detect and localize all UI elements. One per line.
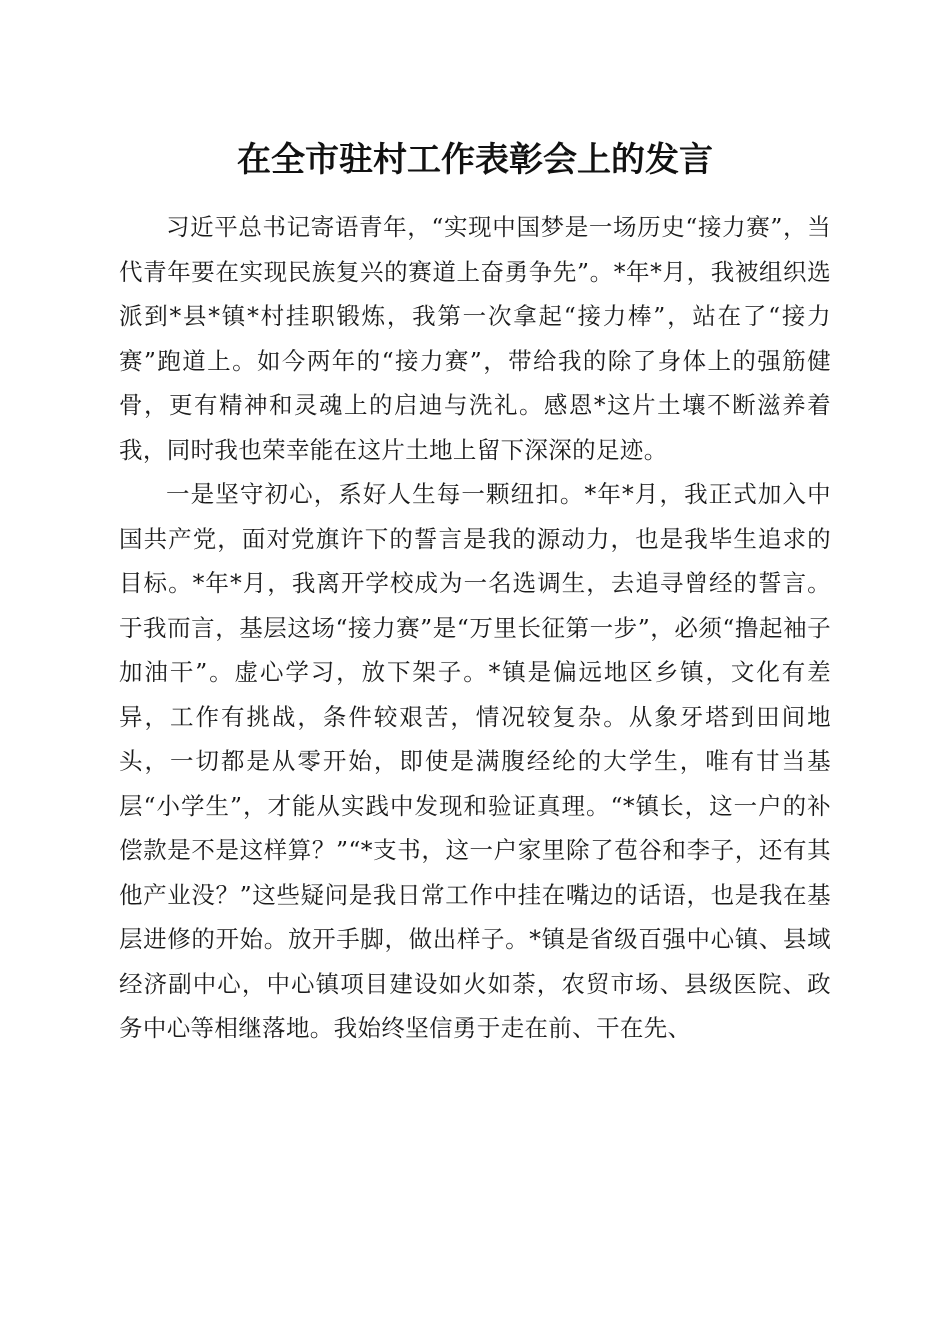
document-title: 在全市驻村工作表彰会上的发言 (237, 140, 713, 180)
paragraph-section-one (119, 472, 831, 1051)
document-body (119, 205, 831, 1051)
paragraph-intro (119, 205, 831, 472)
section-one-text: *年*月，我正式加入中国共产党，面对党旗许下的誓言是我的源动力，也是我毕生追求的目标。*年*月，我离开学校成为一名选调生，去追寻曾经的誓言。于我而言，基层这场“接力赛”是“万里长征第一步”，必须“撸起袖子加油干”。虚心学习，放下架子。*镇是偏远地区乡镇，文化有差异，工作有挑战，条件较艰苦，情况较复杂。从象牙塔到田间地头，一切都是从零开始，即使是满腹经纶的大学生，唯有甘当基层“小学生”，才能从实践中发现和验证真理。“*镇长，这一户的补偿款是不是这样算？”“*支书，这一户家里除了苞谷和李子，还有其他产业没？”这些疑问是我日常工作中挂在嘴边的话语，也是我在基层进修的开始。放开手脚，做出样子。*镇是省级百强中心镇、县域经济副中心，中心镇项目建设如火如荼，农贸市场、县级医院、政务中心等相继落地。我始终坚信勇于走在前、干在先、 (119, 480, 831, 1042)
section-one-lead: 一是坚守初心，系好人生每一颗纽扣。 (166, 480, 585, 508)
paragraph-intro-text: 习近平总书记寄语青年，“实现中国梦是一场历史“接力赛”，当代青年要在实现民族复兴的赛道上奋勇争先”。*年*月，我被组织选派到*县*镇*村挂职锻炼，我第一次拿起“接力棒”，站在了“接力赛”跑道上。如今两年的“接力赛”，带给我的除了身体上的强筋健骨，更有精神和灵魂上的启迪与洗礼。感恩*这片土壤不断滋养着我，同时我也荣幸能在这片土地上留下深深的足迹。 (119, 213, 831, 464)
